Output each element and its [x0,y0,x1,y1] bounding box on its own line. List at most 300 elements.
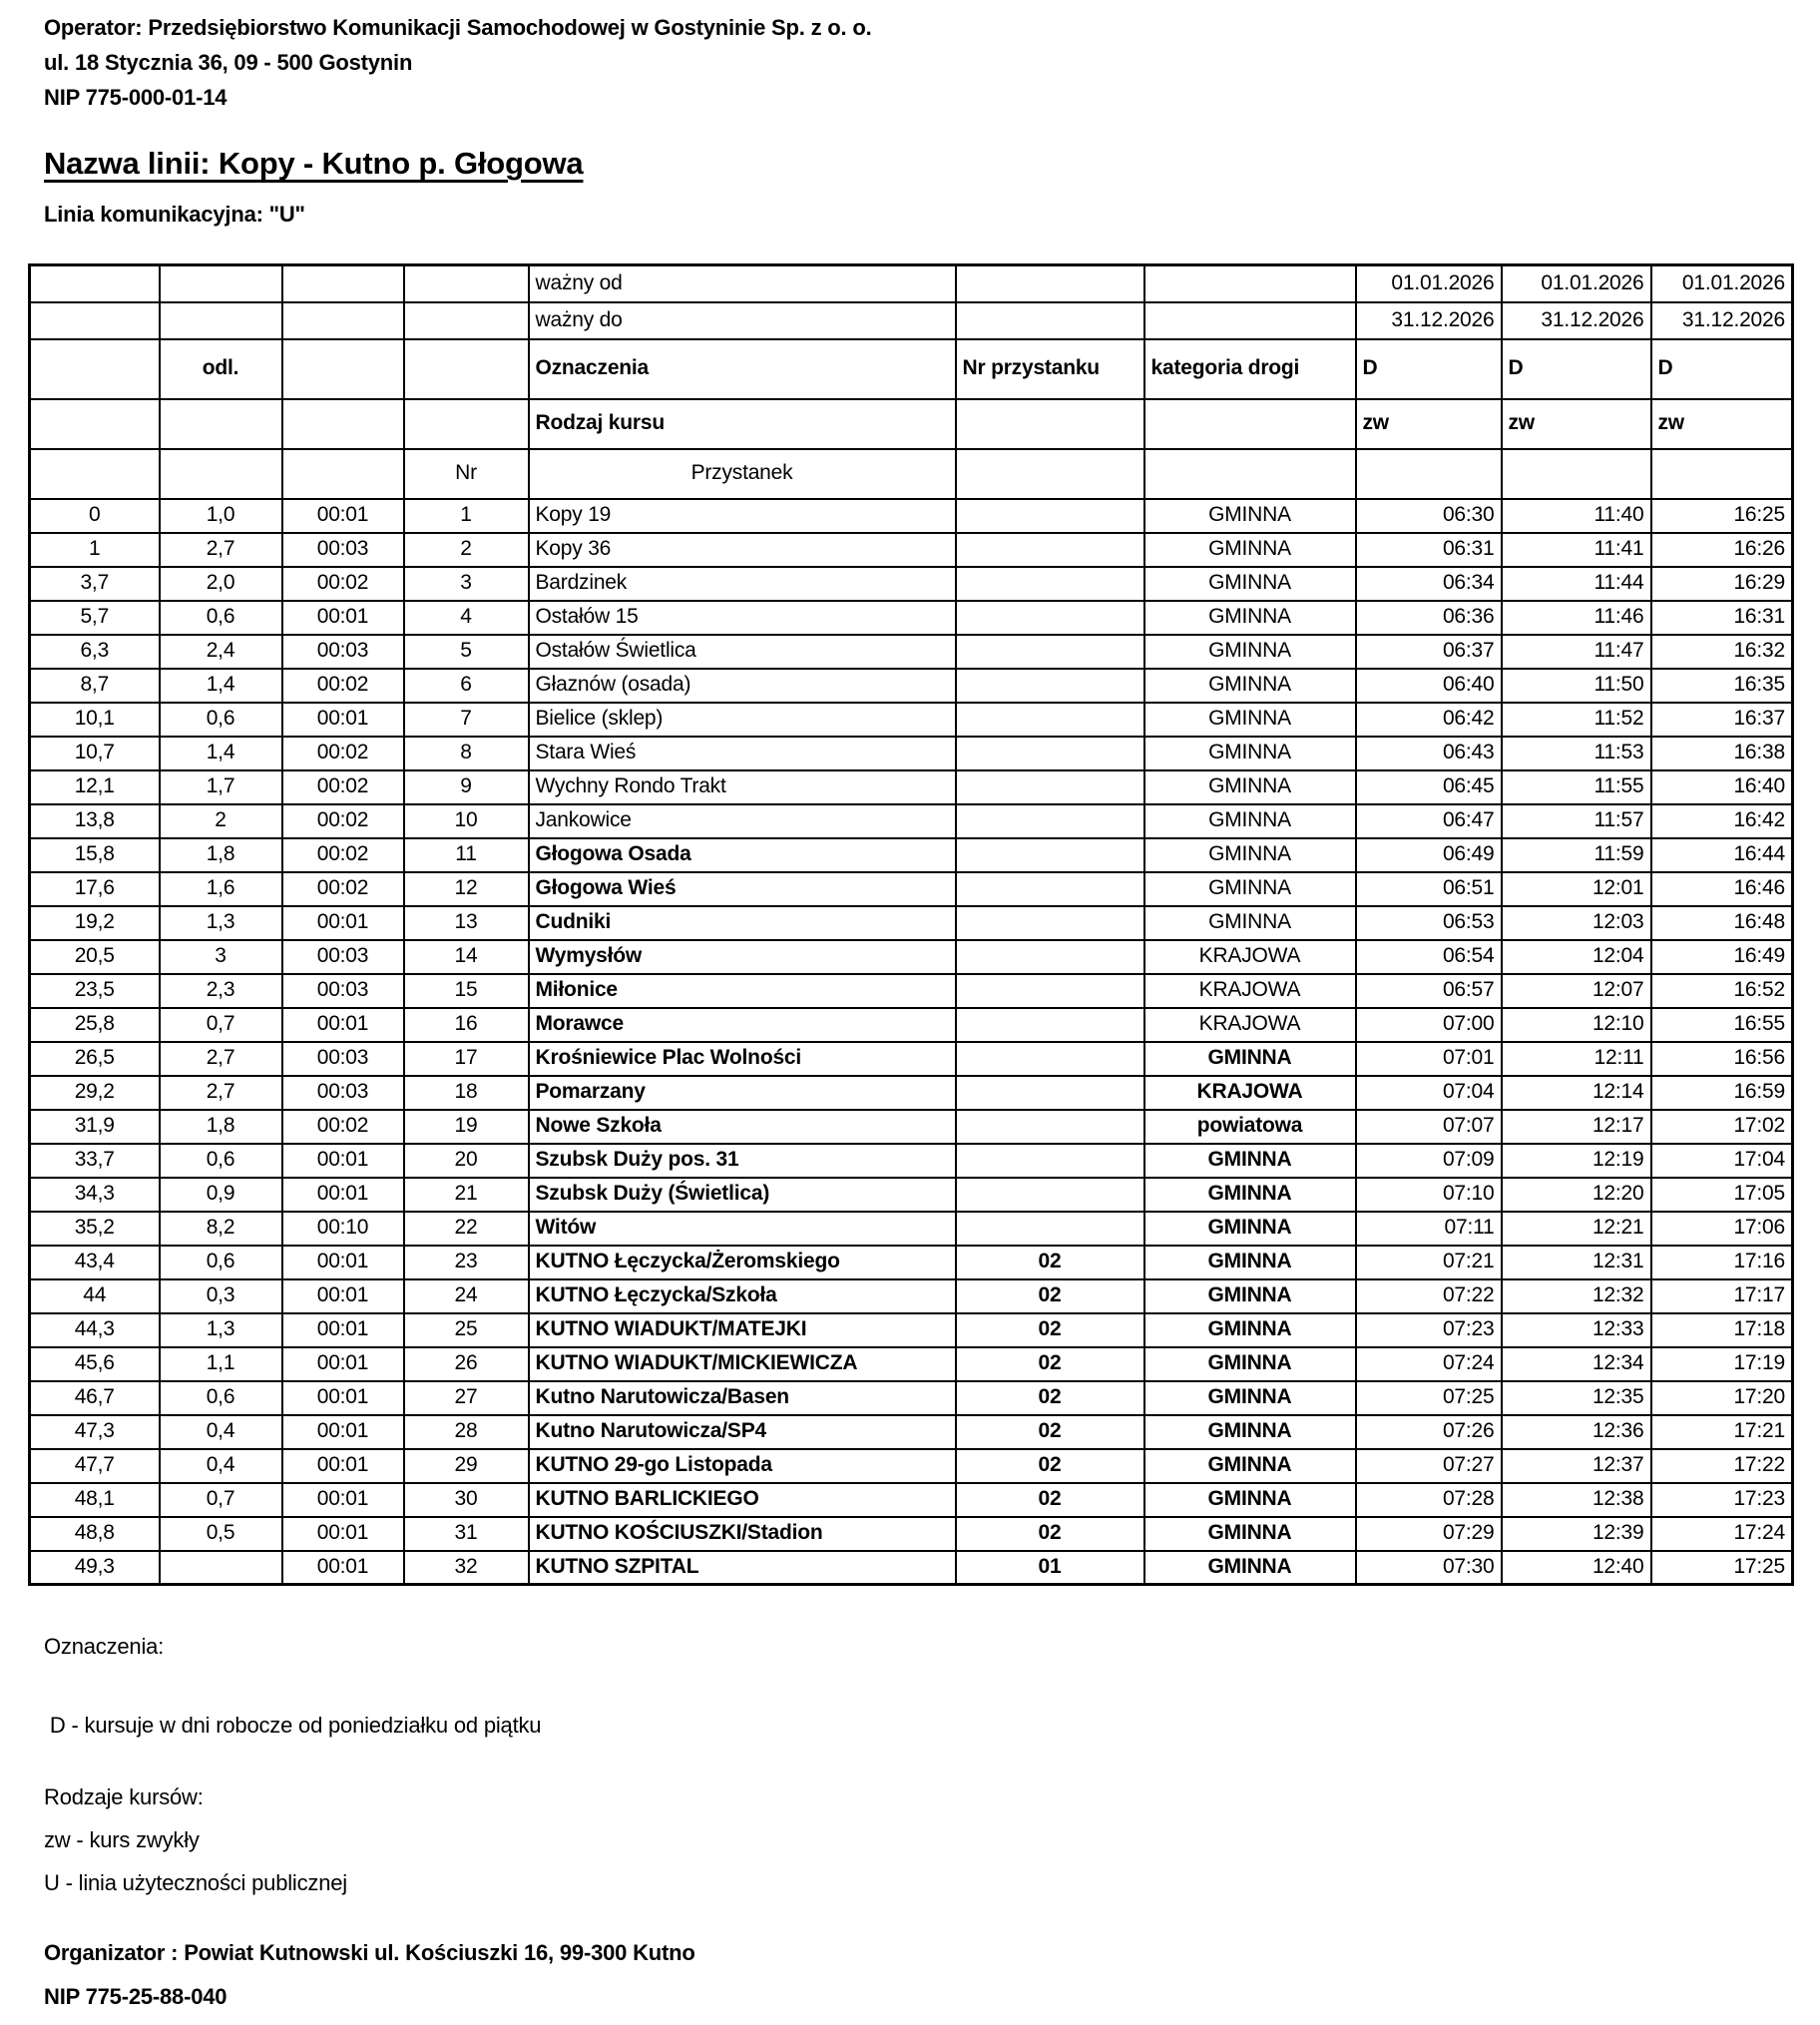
stop-name-cell: KUTNO Łęczycka/Żeromskiego [529,1246,956,1279]
stop-row [30,1415,1793,1449]
departure-time-cell: 06:47 [1356,804,1502,838]
departure-time-cell: 17:05 [1651,1178,1793,1212]
stop-name-cell: Przystanek [529,449,956,499]
km-cell: 44 [30,1279,160,1313]
road-category-cell: GMINNA [1144,838,1356,872]
stop-name-cell: Głogowa Wieś [529,872,956,906]
km-cell: 46,7 [30,1381,160,1415]
stop-row [30,669,1793,703]
operator-address-line: ul. 18 Stycznia 36, 09 - 500 Gostynin [44,50,413,75]
road-category-cell: GMINNA [1144,906,1356,940]
departure-time-cell: 01.01.2026 [1651,265,1793,302]
travel-time-cell: 00:01 [282,703,404,737]
departure-time-cell: 17:19 [1651,1347,1793,1381]
departure-time-cell: 16:44 [1651,838,1793,872]
departure-time-cell: 07:27 [1356,1449,1502,1483]
stop-name-cell: ważny do [529,302,956,339]
valid-to-row [30,302,1793,339]
departure-time-cell: 16:35 [1651,669,1793,703]
distance-cell: 1,4 [160,737,282,770]
stop-number-cell: 13 [404,906,529,940]
departure-time-cell: 12:20 [1502,1178,1651,1212]
travel-time-cell: 00:01 [282,1144,404,1178]
travel-time-cell: 00:02 [282,737,404,770]
distance-cell: 0,3 [160,1279,282,1313]
departure-time-cell: 16:32 [1651,635,1793,669]
km-cell: 23,5 [30,974,160,1008]
departure-time-cell: 07:25 [1356,1381,1502,1415]
km-cell: 13,8 [30,804,160,838]
empty-cell [160,302,282,339]
stop-number-cell: 18 [404,1076,529,1110]
departure-time-cell: 17:04 [1651,1144,1793,1178]
stop-number-cell: 28 [404,1415,529,1449]
departure-time-cell: 06:37 [1356,635,1502,669]
empty-cell [956,940,1144,974]
departure-time-cell: 07:09 [1356,1144,1502,1178]
stop-name-cell: Krośniewice Plac Wolności [529,1042,956,1076]
departure-time-cell: 17:18 [1651,1313,1793,1347]
departure-time-cell: zw [1651,399,1793,449]
empty-cell [1502,449,1651,499]
travel-time-cell: 00:02 [282,770,404,804]
departure-time-cell: 17:25 [1651,1551,1793,1585]
stop-row [30,1381,1793,1415]
departure-time-cell: 16:49 [1651,940,1793,974]
stop-number-cell: 20 [404,1144,529,1178]
departure-time-cell: 17:21 [1651,1415,1793,1449]
distance-cell: 0,6 [160,601,282,635]
departure-time-cell: 31.12.2026 [1651,302,1793,339]
departure-time-cell: 12:01 [1502,872,1651,906]
departure-time-cell: 12:37 [1502,1449,1651,1483]
stop-name-cell: Głaznów (osada) [529,669,956,703]
departure-time-cell: 16:38 [1651,737,1793,770]
km-cell: 29,2 [30,1076,160,1110]
travel-time-cell: 00:03 [282,1076,404,1110]
departure-time-cell: 06:36 [1356,601,1502,635]
departure-time-cell: 17:16 [1651,1246,1793,1279]
oznaczenia-label: Oznaczenia: [44,1634,165,1659]
platform-number-cell: 02 [956,1347,1144,1381]
platform-number-cell: 02 [956,1313,1144,1347]
travel-time-cell: 00:02 [282,567,404,601]
road-category-cell: KRAJOWA [1144,1076,1356,1110]
operator-nip-line: NIP 775-000-01-14 [44,85,228,110]
empty-cell [30,449,160,499]
distance-cell: 3 [160,940,282,974]
departure-time-cell: 12:03 [1502,906,1651,940]
km-cell: 43,4 [30,1246,160,1279]
stop-name-cell: Kutno Narutowicza/SP4 [529,1415,956,1449]
distance-cell: 0,6 [160,1381,282,1415]
stop-name-cell: Miłonice [529,974,956,1008]
km-cell: 8,7 [30,669,160,703]
stop-row [30,1110,1793,1144]
departure-time-cell: 12:34 [1502,1347,1651,1381]
stop-number-cell: 8 [404,737,529,770]
travel-time-cell: 00:01 [282,1483,404,1517]
road-category-cell: GMINNA [1144,1381,1356,1415]
stop-name-cell: Stara Wieś [529,737,956,770]
empty-cell [160,1551,282,1585]
departure-time-cell: 16:37 [1651,703,1793,737]
stop-name-cell: Ostałów 15 [529,601,956,635]
stop-number-cell: 27 [404,1381,529,1415]
stop-row [30,1076,1793,1110]
empty-cell [160,265,282,302]
document-header [44,10,872,115]
stop-number-cell: 24 [404,1279,529,1313]
platform-number-cell: 02 [956,1381,1144,1415]
departure-time-cell: 07:22 [1356,1279,1502,1313]
stop-header-row [30,449,1793,499]
departure-time-cell: 07:07 [1356,1110,1502,1144]
stop-number-cell: 19 [404,1110,529,1144]
line-type-subtitle: Linia komunikacyjna: "U" [44,202,305,227]
stop-number-cell: Nr [404,449,529,499]
km-cell: 31,9 [30,1110,160,1144]
departure-time-cell: 11:46 [1502,601,1651,635]
empty-cell [956,1008,1144,1042]
road-category-cell: GMINNA [1144,601,1356,635]
departure-time-cell: 31.12.2026 [1356,302,1502,339]
empty-cell [956,1178,1144,1212]
empty-cell [956,703,1144,737]
distance-cell: 2,7 [160,1042,282,1076]
travel-time-cell: 00:03 [282,635,404,669]
departure-time-cell: 16:48 [1651,906,1793,940]
stop-row [30,1042,1793,1076]
stop-row [30,1347,1793,1381]
stop-row [30,1144,1793,1178]
km-cell: 20,5 [30,940,160,974]
km-cell: 10,7 [30,737,160,770]
departure-time-cell: 12:14 [1502,1076,1651,1110]
stop-name-cell: Głogowa Osada [529,838,956,872]
distance-cell: 0,6 [160,1144,282,1178]
stop-row [30,1279,1793,1313]
km-cell: 3,7 [30,567,160,601]
travel-time-cell: 00:01 [282,1178,404,1212]
stop-name-cell: Rodzaj kursu [529,399,956,449]
road-category-cell: GMINNA [1144,1178,1356,1212]
stop-number-cell: 4 [404,601,529,635]
departure-time-cell: 17:22 [1651,1449,1793,1483]
road-category-cell: GMINNA [1144,1246,1356,1279]
departure-time-cell: 07:10 [1356,1178,1502,1212]
km-cell: 0 [30,499,160,533]
road-category-cell: GMINNA [1144,1313,1356,1347]
distance-cell: 0,7 [160,1483,282,1517]
stop-row [30,1449,1793,1483]
travel-time-cell: 00:02 [282,669,404,703]
departure-time-cell: 11:44 [1502,567,1651,601]
road-category-cell: GMINNA [1144,737,1356,770]
stop-row [30,533,1793,567]
stop-name-cell: Ostałów Świetlica [529,635,956,669]
empty-cell [956,1110,1144,1144]
departure-time-cell: 31.12.2026 [1502,302,1651,339]
road-category-cell: GMINNA [1144,1517,1356,1551]
departure-time-cell: 11:57 [1502,804,1651,838]
distance-cell: odl. [160,339,282,399]
empty-cell [30,399,160,449]
departure-time-cell: 12:39 [1502,1517,1651,1551]
platform-number-cell: Nr przystanku [956,339,1144,399]
departure-time-cell: 16:31 [1651,601,1793,635]
empty-cell [282,265,404,302]
road-category-cell: GMINNA [1144,499,1356,533]
empty-cell [956,1042,1144,1076]
road-category-cell: GMINNA [1144,770,1356,804]
travel-time-cell: 00:01 [282,1449,404,1483]
stop-number-cell: 10 [404,804,529,838]
stop-name-cell: KUTNO KOŚCIUSZKI/Stadion [529,1517,956,1551]
empty-cell [956,804,1144,838]
departure-time-cell: 16:26 [1651,533,1793,567]
departure-time-cell: 07:00 [1356,1008,1502,1042]
stop-name-cell: Szubsk Duży (Świetlica) [529,1178,956,1212]
zw-note: zw - kurs zwykły [44,1827,200,1852]
travel-time-cell: 00:01 [282,499,404,533]
empty-cell [30,302,160,339]
stop-number-cell: 1 [404,499,529,533]
travel-time-cell: 00:01 [282,1551,404,1585]
platform-number-cell: 01 [956,1551,1144,1585]
departure-time-cell: 16:55 [1651,1008,1793,1042]
km-cell: 12,1 [30,770,160,804]
departure-time-cell: 12:31 [1502,1246,1651,1279]
departure-time-cell: 12:38 [1502,1483,1651,1517]
stop-number-cell: 32 [404,1551,529,1585]
distance-cell: 1,3 [160,1313,282,1347]
distance-cell: 2,3 [160,974,282,1008]
travel-time-cell: 00:01 [282,1415,404,1449]
distance-cell: 1,6 [160,872,282,906]
stop-name-cell: Jankowice [529,804,956,838]
road-category-cell: KRAJOWA [1144,1008,1356,1042]
travel-time-cell: 00:03 [282,974,404,1008]
departure-time-cell: 16:46 [1651,872,1793,906]
road-category-cell: GMINNA [1144,872,1356,906]
departure-time-cell: 06:45 [1356,770,1502,804]
distance-cell: 0,5 [160,1517,282,1551]
distance-cell: 1,0 [160,499,282,533]
road-category-cell: KRAJOWA [1144,974,1356,1008]
stop-row [30,1178,1793,1212]
distance-cell: 0,9 [160,1178,282,1212]
departure-time-cell: 17:23 [1651,1483,1793,1517]
departure-time-cell: 06:54 [1356,940,1502,974]
road-category-cell: GMINNA [1144,669,1356,703]
empty-cell [1144,265,1356,302]
travel-time-cell: 00:01 [282,1313,404,1347]
departure-time-cell: 11:41 [1502,533,1651,567]
travel-time-cell: 00:03 [282,1042,404,1076]
stop-number-cell: 7 [404,703,529,737]
departure-time-cell: 12:35 [1502,1381,1651,1415]
departure-time-cell: 11:53 [1502,737,1651,770]
departure-time-cell: 06:30 [1356,499,1502,533]
stop-name-cell: ważny od [529,265,956,302]
departure-time-cell: 01.01.2026 [1356,265,1502,302]
stop-name-cell: Wymysłów [529,940,956,974]
stop-number-cell: 21 [404,1178,529,1212]
departure-time-cell: 17:17 [1651,1279,1793,1313]
km-cell: 49,3 [30,1551,160,1585]
departure-time-cell: 07:11 [1356,1212,1502,1246]
road-category-cell: GMINNA [1144,1042,1356,1076]
platform-number-cell: 02 [956,1517,1144,1551]
stop-name-cell: Pomarzany [529,1076,956,1110]
stop-number-cell: 6 [404,669,529,703]
stop-name-cell: KUTNO WIADUKT/MATEJKI [529,1313,956,1347]
departure-time-cell: 06:40 [1356,669,1502,703]
platform-number-cell: 02 [956,1279,1144,1313]
stop-name-cell: KUTNO 29-go Listopada [529,1449,956,1483]
departure-time-cell: 07:28 [1356,1483,1502,1517]
empty-cell [956,737,1144,770]
travel-time-cell: 00:03 [282,533,404,567]
road-category-cell: KRAJOWA [1144,940,1356,974]
km-cell: 48,1 [30,1483,160,1517]
departure-time-cell: D [1651,339,1793,399]
travel-time-cell: 00:01 [282,1279,404,1313]
distance-cell: 1,4 [160,669,282,703]
stop-row [30,737,1793,770]
departure-time-cell: 17:20 [1651,1381,1793,1415]
stop-number-cell: 3 [404,567,529,601]
km-cell: 26,5 [30,1042,160,1076]
distance-cell: 1,3 [160,906,282,940]
stop-name-cell: Bardzinek [529,567,956,601]
stop-number-cell: 25 [404,1313,529,1347]
departure-time-cell: 12:17 [1502,1110,1651,1144]
stop-name-cell: Witów [529,1212,956,1246]
stop-name-cell: KUTNO Łęczycka/Szkoła [529,1279,956,1313]
stop-number-cell: 22 [404,1212,529,1246]
stop-row [30,872,1793,906]
departure-time-cell: 01.01.2026 [1502,265,1651,302]
km-cell: 48,8 [30,1517,160,1551]
departure-time-cell: 07:04 [1356,1076,1502,1110]
stop-row [30,804,1793,838]
road-category-cell: GMINNA [1144,1347,1356,1381]
stop-name-cell: Morawce [529,1008,956,1042]
platform-number-cell: 02 [956,1246,1144,1279]
course-type-row [30,399,1793,449]
departure-time-cell: D [1502,339,1651,399]
travel-time-cell: 00:01 [282,1246,404,1279]
empty-cell [160,399,282,449]
empty-cell [956,872,1144,906]
stop-number-cell: 30 [404,1483,529,1517]
empty-cell [956,533,1144,567]
stop-number-cell: 15 [404,974,529,1008]
distance-cell: 1,8 [160,838,282,872]
empty-cell [282,399,404,449]
departure-time-cell: 06:31 [1356,533,1502,567]
travel-time-cell: 00:02 [282,838,404,872]
distance-cell: 2 [160,804,282,838]
stop-number-cell: 23 [404,1246,529,1279]
departure-time-cell: 16:29 [1651,567,1793,601]
departure-time-cell: 12:33 [1502,1313,1651,1347]
departure-time-cell: 11:55 [1502,770,1651,804]
departure-time-cell: 06:53 [1356,906,1502,940]
stop-row [30,1483,1793,1517]
empty-cell [956,974,1144,1008]
travel-time-cell: 00:01 [282,906,404,940]
stop-number-cell: 17 [404,1042,529,1076]
departure-time-cell: 12:19 [1502,1144,1651,1178]
platform-number-cell: 02 [956,1415,1144,1449]
km-cell: 1 [30,533,160,567]
road-category-cell: powiatowa [1144,1110,1356,1144]
departure-time-cell: 11:52 [1502,703,1651,737]
stop-name-cell: KUTNO SZPITAL [529,1551,956,1585]
departure-time-cell: 11:40 [1502,499,1651,533]
distance-cell: 0,6 [160,1246,282,1279]
stop-row [30,770,1793,804]
distance-cell: 8,2 [160,1212,282,1246]
stop-number-cell: 26 [404,1347,529,1381]
km-cell: 47,7 [30,1449,160,1483]
stop-name-cell: Bielice (sklep) [529,703,956,737]
stop-row [30,703,1793,737]
stop-row [30,940,1793,974]
distance-cell: 1,7 [160,770,282,804]
departure-time-cell: 16:25 [1651,499,1793,533]
stop-row [30,1517,1793,1551]
distance-cell: 2,7 [160,533,282,567]
empty-cell [282,302,404,339]
km-cell: 35,2 [30,1212,160,1246]
travel-time-cell: 00:02 [282,872,404,906]
departure-time-cell: zw [1356,399,1502,449]
km-cell: 5,7 [30,601,160,635]
departure-time-cell: 12:32 [1502,1279,1651,1313]
distance-cell: 2,0 [160,567,282,601]
departure-time-cell: zw [1502,399,1651,449]
empty-cell [956,838,1144,872]
departure-time-cell: 12:11 [1502,1042,1651,1076]
column-header-row [30,339,1793,399]
departure-time-cell: 17:24 [1651,1517,1793,1551]
road-category-cell: GMINNA [1144,635,1356,669]
platform-number-cell: 02 [956,1449,1144,1483]
km-cell: 19,2 [30,906,160,940]
stop-name-cell: Wychny Rondo Trakt [529,770,956,804]
departure-time-cell: 07:29 [1356,1517,1502,1551]
empty-cell [404,339,529,399]
distance-cell: 0,4 [160,1449,282,1483]
distance-cell: 1,8 [160,1110,282,1144]
km-cell: 33,7 [30,1144,160,1178]
empty-cell [956,669,1144,703]
distance-cell: 0,6 [160,703,282,737]
km-cell: 34,3 [30,1178,160,1212]
empty-cell [1144,399,1356,449]
km-cell: 6,3 [30,635,160,669]
organizator-nip: NIP 775-25-88-040 [44,1984,228,2009]
road-category-cell: GMINNA [1144,804,1356,838]
departure-time-cell: 07:26 [1356,1415,1502,1449]
stop-number-cell: 29 [404,1449,529,1483]
road-category-cell: GMINNA [1144,703,1356,737]
empty-cell [404,302,529,339]
